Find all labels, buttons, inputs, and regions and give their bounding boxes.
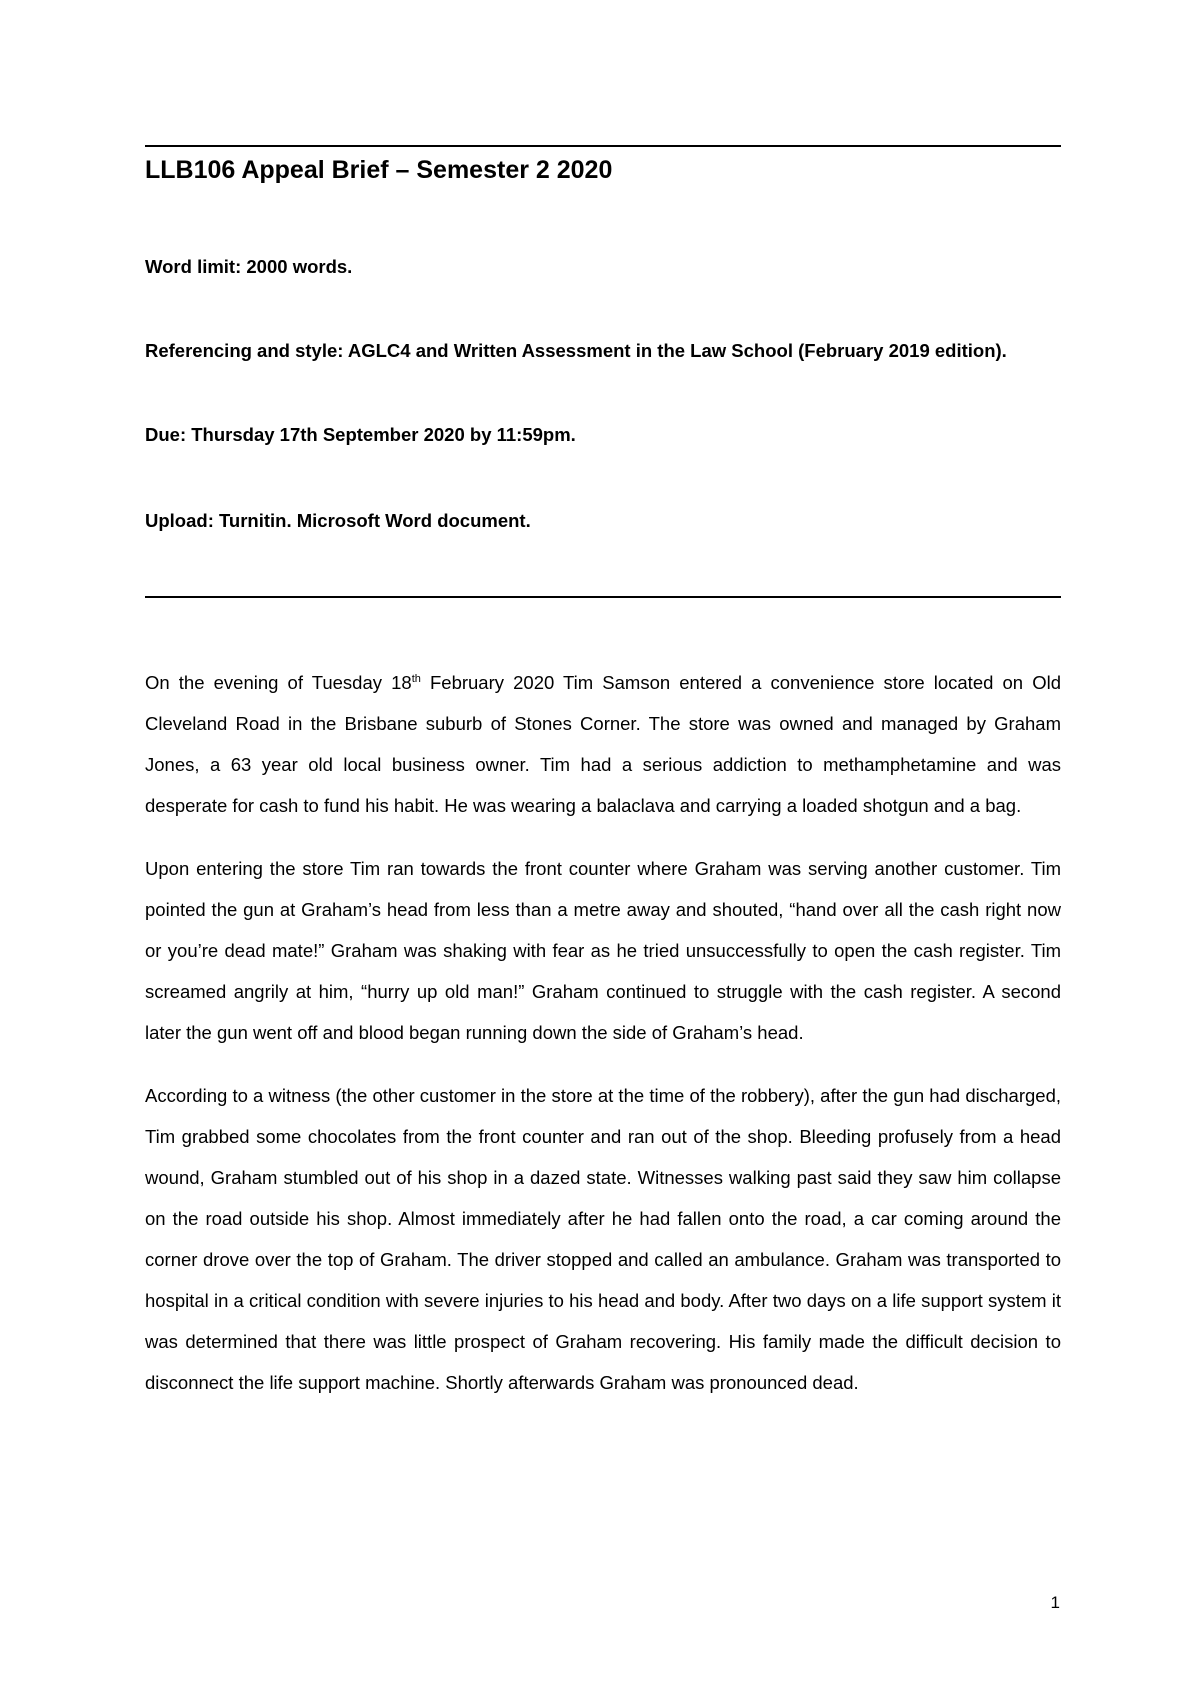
paragraph-2: Upon entering the store Tim ran towards the front counter where Graham was serving another customer. Tim pointed the gun at Graham’s head from less than a metre away and shouted, “hand over all the cash right now or you’re dead mate!” Graham was shaking with fear as he tried unsuccessfully to open the cash register. Tim screamed angrily at him, “hurry up old man!” Graham continued to struggle with the cash register. A second later the gun went off and blood began running down the side of Graham’s head.	[145, 858, 1061, 1043]
paragraph-1-rest: February 2020 Tim Samson entered a convenience store located on Old Cleveland Road in the Brisbane suburb of Stones Corner. The store was owned and managed by Graham Jones, a 63 year old local business owner. Tim had a serious addiction to methamphetamine and was desperate for cash to fund his habit. He was wearing a balaclava and carrying a loaded shotgun and a bag.	[145, 672, 1061, 816]
paragraph-3: According to a witness (the other customer in the store at the time of the robbery), after the gun had discharged, Tim grabbed some chocolates from the front counter and ran out of the shop. Bleeding profusely from a head wound, Graham stumbled out of his shop in a dazed state. Witnesses walking past said they saw him collapse on the road outside his shop. Almost immediately after he had fallen onto the road, a car coming around the corner drove over the top of Graham. The driver stopped and called an ambulance. Graham was transported to hospital in a critical condition with severe injuries to his head and body. After two days on a life support system it was determined that there was little prospect of Graham recovering. His family made the difficult decision to disconnect the life support machine. Shortly afterwards Graham was pronounced dead.	[145, 1085, 1061, 1393]
bottom-horizontal-rule	[145, 596, 1061, 598]
referencing-style-line: Referencing and style: AGLC4 and Written Assessment in the Law School (February 2019 edition).	[145, 340, 1007, 361]
document-title: LLB106 Appeal Brief – Semester 2 2020	[145, 156, 613, 184]
page-number: 1	[1050, 1593, 1060, 1612]
word-limit-line: Word limit: 2000 words.	[145, 256, 353, 277]
ordinal-superscript: th	[411, 672, 421, 685]
upload-line: Upload: Turnitin. Microsoft Word document.	[145, 510, 531, 531]
paragraph-1	[145, 662, 1061, 826]
due-date-line: Due: Thursday 17th September 2020 by 11:59pm.	[145, 424, 576, 445]
paragraph-1-start: On the evening of Tuesday 18	[145, 672, 412, 693]
body-text	[145, 662, 1061, 1425]
top-horizontal-rule	[145, 145, 1061, 147]
